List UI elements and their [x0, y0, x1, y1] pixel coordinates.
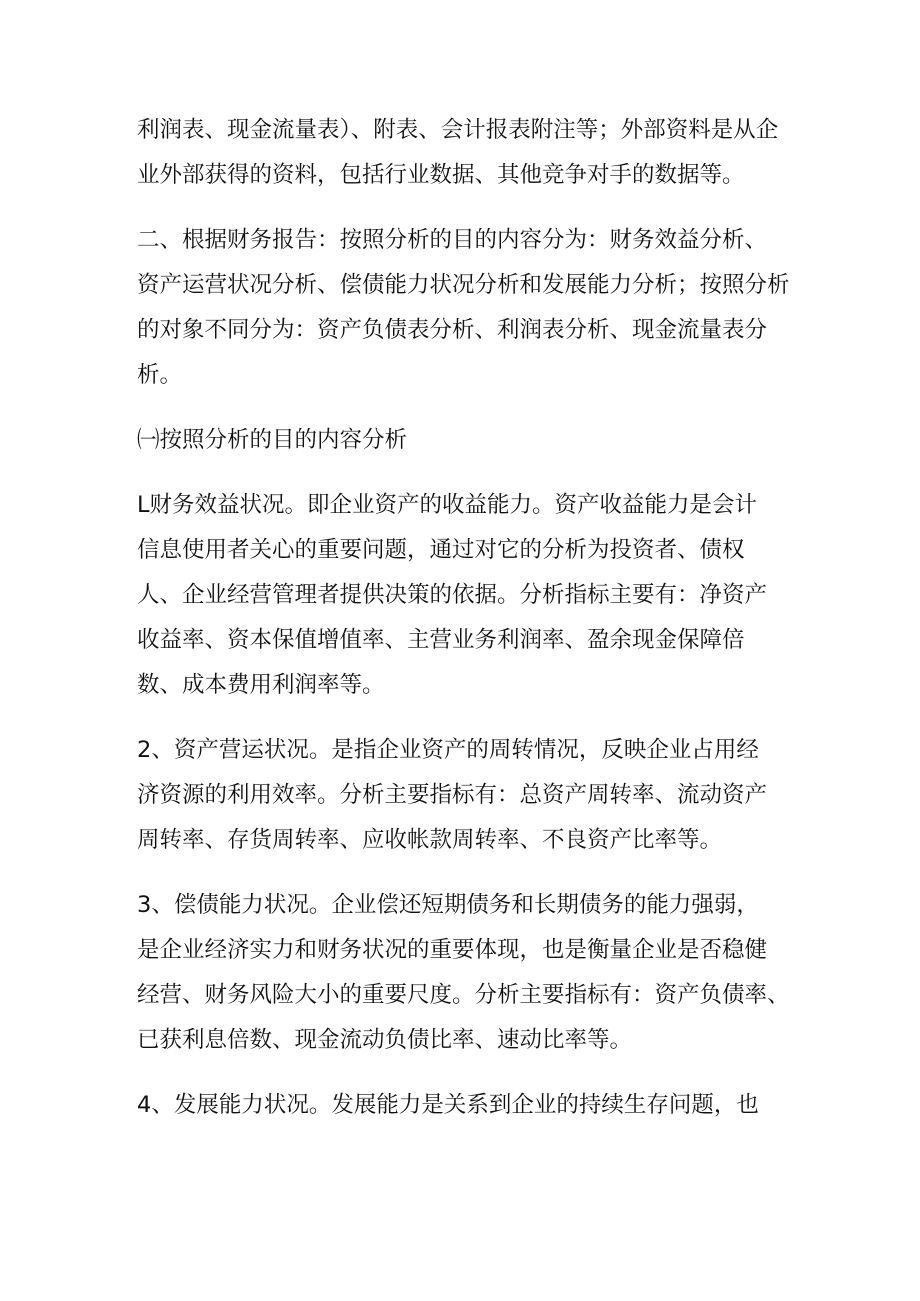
text-line: 人、企业经营管理者提供决策的依据。分析指标主要有：净资产	[137, 582, 768, 608]
paragraph-intro	[137, 108, 817, 198]
text-line: 信息使用者关心的重要问题，通过对它的分析为投资者、债权	[137, 537, 745, 563]
text-line: 经营、财务风险大小的重要尺度。分析主要指标有：资产负债率、	[137, 982, 790, 1008]
paragraph-item-2	[137, 728, 817, 863]
paragraph-item-1	[137, 483, 817, 708]
text-line: 业外部获得的资料，包括行业数据、其他竞争对手的数据等。	[137, 162, 745, 188]
text-line: 已获利息倍数、现金流动负债比率、速动比率等。	[137, 1027, 633, 1053]
text-line: 4、发展能力状况。发展能力是关系到企业的持续生存问题，也	[137, 1092, 759, 1118]
text-line: 的对象不同分为：资产负债表分析、利润表分析、现金流量表分	[137, 317, 768, 343]
text-line: 济资源的利用效率。分析主要指标有：总资产周转率、流动资产	[137, 782, 768, 808]
subheading	[137, 418, 817, 463]
text-line: 数、成本费用利润率等。	[137, 672, 385, 698]
text-line: 3、偿债能力状况。企业偿还短期债务和长期债务的能力强弱，	[137, 892, 759, 918]
text-line: 利润表、现金流量表）、附表、会计报表附注等；外部资料是从企	[137, 117, 779, 143]
text-line: 2、资产营运状况。是指企业资产的周转情况，反映企业占用经	[137, 737, 759, 763]
text-line: 析。	[137, 362, 183, 388]
document-page	[137, 108, 817, 1128]
paragraph-section-two	[137, 218, 817, 398]
text-line: L财务效益状况。即企业资产的收益能力。资产收益能力是会计	[137, 492, 758, 518]
text-line: 资产运营状况分析、偿债能力状况分析和发展能力分析；按照分析	[137, 272, 790, 298]
text-line: 是企业经济实力和财务状况的重要体现，也是衡量企业是否稳健	[137, 937, 768, 963]
paragraph-item-3	[137, 883, 817, 1063]
paragraph-item-4	[137, 1083, 817, 1128]
text-line: 二、根据财务报告：按照分析的目的内容分为：财务效益分析、	[137, 227, 768, 253]
subheading-text: ㈠按照分析的目的内容分析	[137, 427, 408, 453]
text-line: 收益率、资本保值增值率、主营业务利润率、盈余现金保障倍	[137, 627, 745, 653]
text-line: 周转率、存货周转率、应收帐款周转率、不良资产比率等。	[137, 827, 723, 853]
